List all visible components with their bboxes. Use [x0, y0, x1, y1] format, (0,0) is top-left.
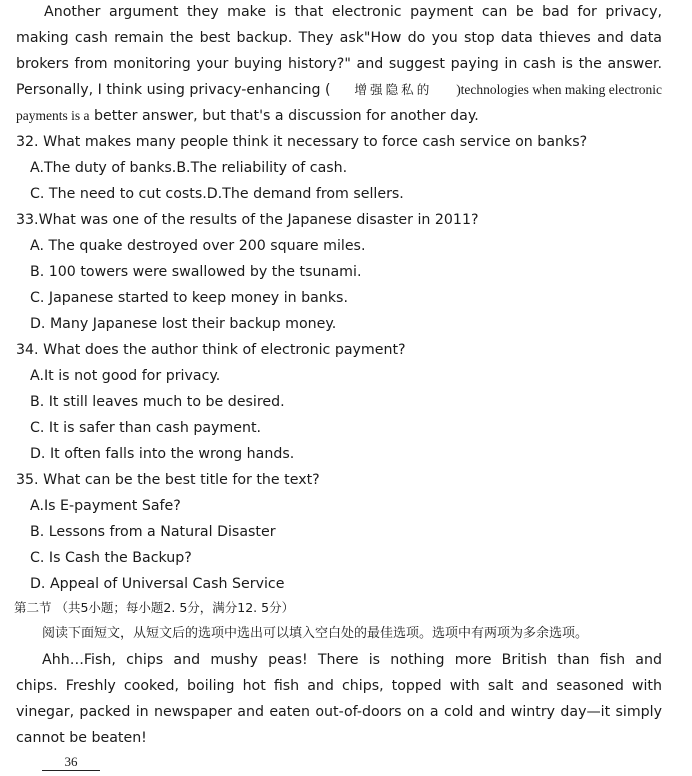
section-instruction: 阅读下面短文，从短文后的选项中选出可以填入空白处的最佳选项。选项中有两项为多余选项。	[42, 626, 589, 641]
passage-line-1: Another argument they make is that electronic payment can be bad for privacy,	[44, 4, 662, 20]
question-34-option-c: C. It is safer than cash payment.	[30, 420, 262, 436]
question-33-stem: 33.What was one of the results of the Japanese disaster in 2011?	[16, 212, 479, 228]
question-33-option-d: D. Many Japanese lost their backup money.	[30, 316, 337, 332]
question-35-option-b: B. Lessons from a Natural Disaster	[30, 524, 276, 540]
question-34-option-b: B. It still leaves much to be desired.	[30, 394, 285, 410]
question-32-option-ab: A.The duty of banks.B.The reliability of cash.	[30, 160, 348, 176]
question-35-stem: 35. What can be the best title for the text?	[16, 472, 320, 488]
passage-line-3: brokers from monitoring your buying history?" and suggest paying in cash is the answer.	[16, 56, 662, 72]
passage2-line-3: vinegar, packed in newspaper and eaten out-of-doors on a cold and wintry day—it simply	[16, 704, 662, 720]
passage2-line-4: cannot be beaten!	[16, 730, 147, 746]
passage-line-2: making cash remain the best backup. They ask"How do you stop data thieves and data	[16, 30, 662, 46]
passage2-line-2: chips. Freshly cooked, boiling hot fish and chips, topped with salt and seasoned with	[16, 678, 662, 694]
question-33-option-c: C. Japanese started to keep money in banks.	[30, 290, 348, 306]
question-32-option-cd: C. The need to cut costs.D.The demand from sellers.	[30, 186, 404, 202]
question-34-option-a: A.It is not good for privacy.	[30, 368, 221, 384]
passage-line-5-b: better answer, but that's a discussion for another day.	[89, 108, 479, 124]
question-33-option-a: A. The quake destroyed over 200 square miles.	[30, 238, 366, 254]
question-32-stem: 32. What makes many people think it necessary to force cash service on banks?	[16, 134, 588, 150]
question-34-stem: 34. What does the author think of electronic payment?	[16, 342, 406, 358]
passage-line-4-a: Personally, I think using privacy-enhancing (	[16, 82, 331, 98]
question-35-option-d: D. Appeal of Universal Cash Service	[30, 576, 285, 592]
question-35-option-c: C. Is Cash the Backup?	[30, 550, 192, 566]
passage2-line-1: Ahh…Fish, chips and mushy peas! There is nothing more British than fish and	[42, 652, 662, 668]
section-heading: 第二节 （共5小题；每小题2. 5分，满分12. 5分）	[14, 600, 295, 615]
passage-line-5	[16, 106, 692, 126]
question-34-option-d: D. It often falls into the wrong hands.	[30, 446, 295, 462]
question-35-option-a: A.Is E-payment Safe?	[30, 498, 181, 514]
passage-chinese-gloss: 增强隐私的	[354, 82, 433, 97]
passage-line-4-b: )technologies when making electronic	[456, 82, 662, 97]
passage-line-4	[16, 80, 662, 100]
question-33-option-b: B. 100 towers were swallowed by the tsunami.	[30, 264, 362, 280]
page-number: 36	[42, 754, 100, 771]
passage-line-5-a: payments is a	[16, 108, 90, 123]
